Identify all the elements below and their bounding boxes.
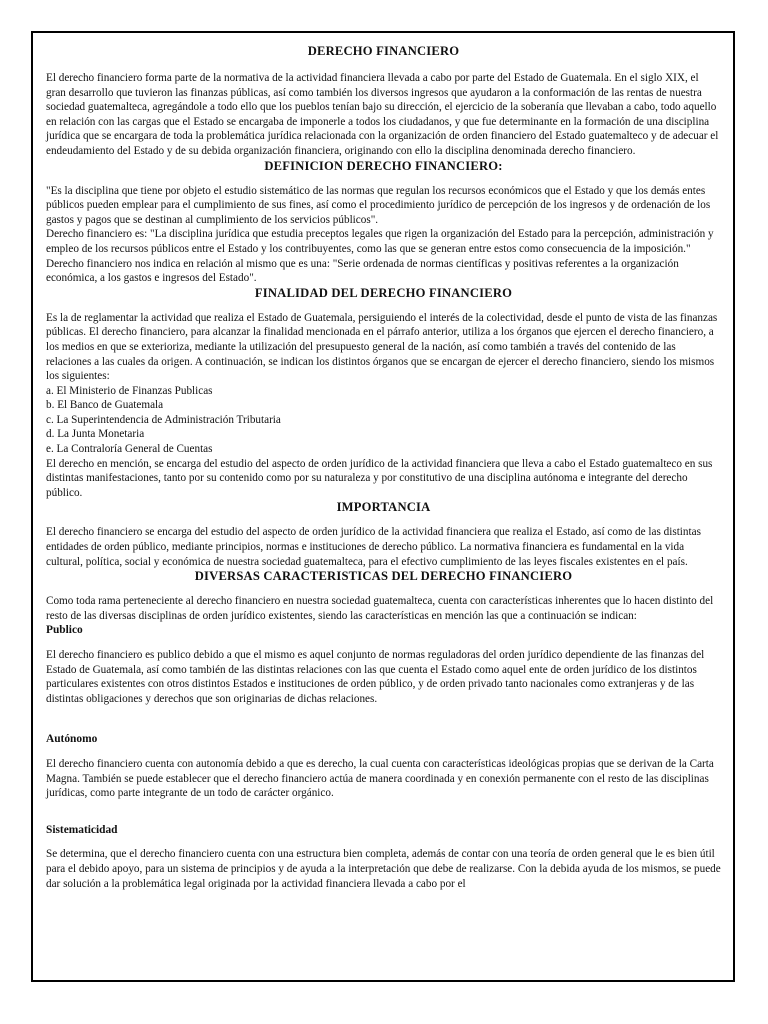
sistematicidad-paragraph: Se determina, que el derecho financiero cuenta con una estructura bien completa, además de contar con una teoría de orden general que le es bien útil para el debido apoyo, para un sistema de principios y de ayuda a la interpretación que debe de realizarse. Con la debida ayuda de los mismos, se puede dar solución a la problemática legal originada por la actividad financiera llevada a cabo por el [46,848,721,890]
caracteristicas-heading: DIVERSAS CARACTERISTICAS DEL DERECHO FINANCIERO [194,569,573,584]
definicion-heading: DEFINICION DERECHO FINANCIERO: [264,158,503,173]
definicion-paragraph-3: Derecho financiero nos indica en relación al mismo que es una: "Serie ordenada de normas científicas y positivas referentes a la organización económica, a los gastos e ingresos del Estado". [46,257,679,285]
document-page [31,31,735,982]
document-title: DERECHO FINANCIERO [307,44,460,58]
publico-subheading: Publico [46,624,83,637]
document-body [33,33,733,891]
organ-list-item: b. El Banco de Guatemala [46,399,164,412]
definicion-paragraph-2: Derecho financiero es: "La disciplina jurídica que estudia preceptos legales que rigen la organización del Estado para la percepción, administración y empleo de los recursos públicos entre el Estado y los contribuyentes, como las que se generan entre estos como consecuencia de la imposición." [46,228,714,255]
organ-list-item: a. El Ministerio de Finanzas Publicas [46,384,213,397]
organ-list-item: e. La Contraloría General de Cuentas [46,443,213,456]
autonomo-subheading: Autónomo [46,733,98,746]
organ-list-item: d. La Junta Monetaria [46,428,145,441]
caracteristicas-paragraph: Como toda rama perteneciente al derecho financiero en nuestra sociedad guatemalteca, cuenta con características inherentes que lo hacen distinto del resto de las diversas disciplinas de orden jurídico existentes, siendo las características en mención las que a continuación se indican: [46,595,714,622]
sistematicidad-subheading: Sistematicidad [46,823,118,836]
importancia-heading: IMPORTANCIA [336,500,431,515]
finalidad-heading: FINALIDAD DEL DERECHO FINANCIERO [254,285,513,300]
finalidad-paragraph-2: El derecho en mención, se encarga del estudio del aspecto de orden jurídico de la actividad financiera que lleva a cabo el Estado guatemalteco en sus distintas manifestaciones, tanto por su contenido como por su naturaleza y por constitutivo de una disciplina autónoma e integrante del derecho público. [46,457,713,499]
organ-list-item: c. La Superintendencia de Administración Tributaria [46,413,281,426]
definicion-paragraph-1: "Es la disciplina que tiene por objeto el estudio sistemático de las normas que regulan los recursos económicos que el Estado y que los demás entes públicos pueden emplear para el cumplimiento de sus fines, así como el procedimiento jurídico de percepción de los ingresos y de ordenación de los gastos y pagos que se destinan al cumplimiento de los servicios públicos". [46,184,711,226]
publico-paragraph: El derecho financiero es publico debido a que el mismo es aquel conjunto de normas reguladoras del orden jurídico dependiente de las finanzas del Estado de Guatemala, así como también de las distintas relaciones con las que cuenta el Estado como aquel ente de orden jurídico de los distintos particulares existentes con otros distintos Estados e instituciones de orden público, y de orden privado tanto nacionales como extranjeras y de las distintas obligaciones y derechos que son originarias de dichas relaciones. [46,649,705,705]
autonomo-paragraph: El derecho financiero cuenta con autonomía debido a que es derecho, la cual cuenta con características ideológicas propias que se derivan de la Carta Magna. También se puede establecer que el derecho financiero actúa de manera coordinada y en conexión permanente con el resto de las disciplinas jurídicas, como parte integrante de un todo de carácter orgánico. [46,757,714,800]
importancia-paragraph: El derecho financiero se encarga del estudio del aspecto de orden jurídico de la actividad financiera que realiza el Estado, así como de las distintas entidades de orden público, mediante principios, normas e instituciones de derecho público. La normativa financiera es fundamental en la vida cultural, política, social y económica de nuestra sociedad guatemalteca, para el efectivo cumplimiento de las leyes fiscales existentes en el país. [46,526,701,568]
finalidad-paragraph-1: Es la de reglamentar la actividad que realiza el Estado de Guatemala, persiguiendo el interés de la colectividad, desde el punto de vista de las finanzas públicas. El derecho financiero, para alcanzar la finalidad mencionada en el párrafo anterior, utiliza a los órganos que ejercen el derecho financiero, a los medios en que se exterioriza, mediante la utilización del presupuesto general de la nación, así como también a través del contenido de las relaciones a las cuales da origen. A continuación, se indican los distintos órganos que se encargan de ejercer el derecho financiero, siendo los mismos los siguientes: [46,311,718,383]
intro-paragraph: El derecho financiero forma parte de la normativa de la actividad financiera llevada a cabo por parte del Estado de Guatemala. En el siglo XIX, el gran desarrollo que tuvieron las finanzas públicas, así como también los diversos ingresos que ayudaron a la conformación de las rentas de nuestra sociedad guatemalteca, agregándole a todo ello que los pueblos tenían bajo su dirección, el ejercicio de la soberanía que llevaban a cabo, todo aquello en relación con las cargas que el Estado se encargaba de imponerle a todos los ciudadanos, y que fue determinante en la formación de una disciplina jurídica que se encargara de toda la problemática jurídica relacionada con la organización de orden financiero del Estado guatemalteco y de adecuar el endeudamiento del Estado y de su debida organización financiera, originando con ello la disciplina denominada derecho financiero. [46,72,719,157]
